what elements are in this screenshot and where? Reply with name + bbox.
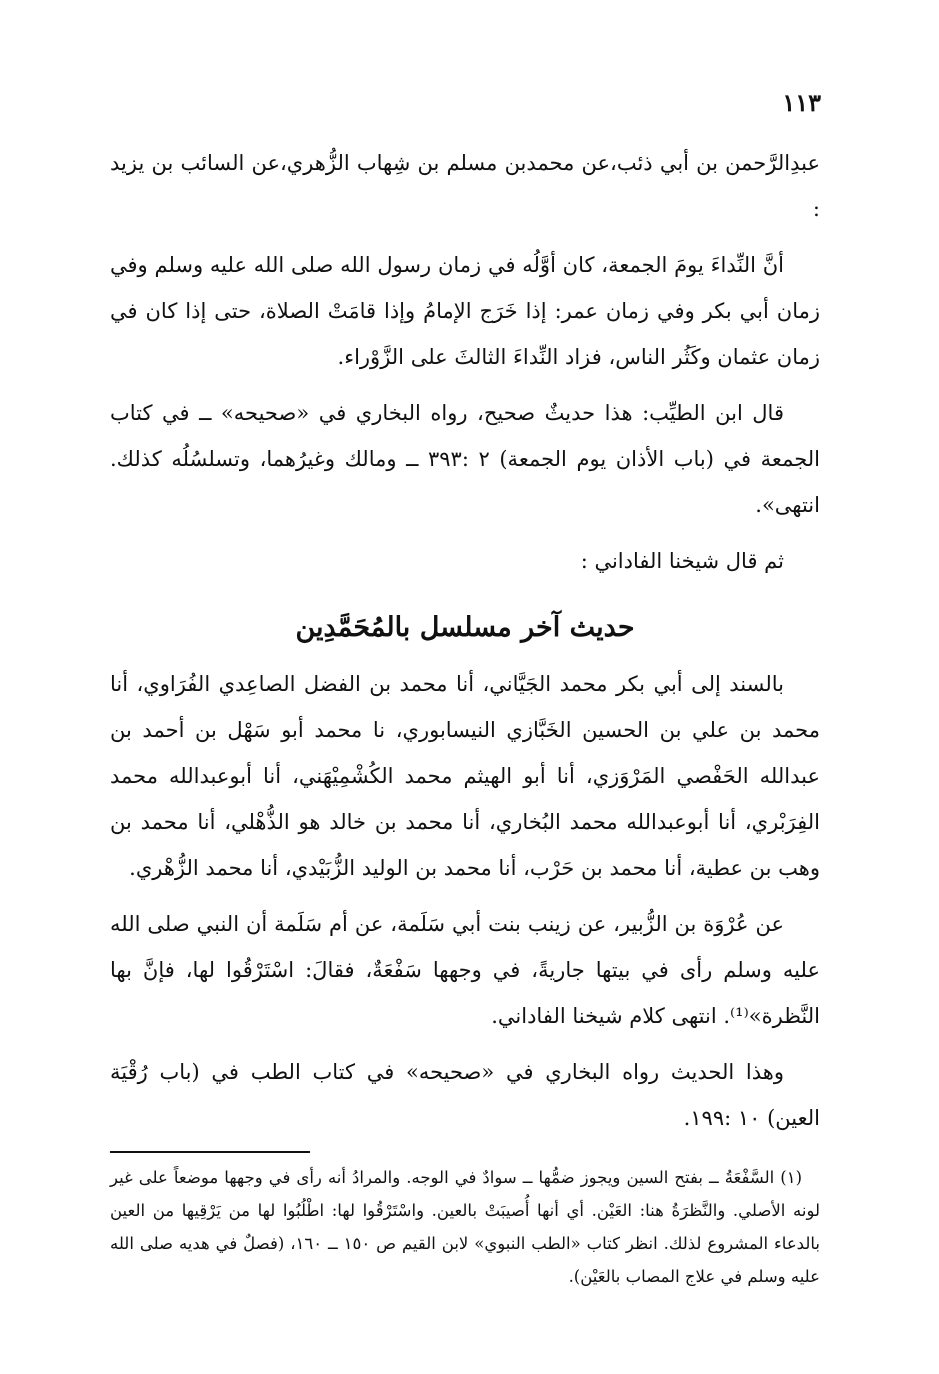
paragraph: ثم قال شيخنا الفاداني :: [580, 549, 784, 573]
paragraph: قال ابن الطيِّب: هذا حديثٌ صحيح، رواه البخاري في «صحيحه» ــ في كتاب الجمعة في (باب الأذان يوم الجمعة) ٢ :٣٩٣ ــ ومالك وغيرُهما، وتسلسُلُه كذلك. انتهى».: [110, 401, 820, 517]
footnote: (١) السَّفْعَةُ ــ بفتح السين ويجوز ضمُّها ــ سوادٌ في الوجه. والمرادُ أنه رأى في وجهها موضعاً على غير لونه الأصلي. والنَّظرَةُ هنا: العَيْن. أي أنها أُصيبَتْ بالعين. واسْتَرْقُوا لها: اطْلُبُوا لها من يَرْقِيها من العين بالدعاء المشروع لذلك. انظر كتاب «الطب النبوي» لابن القيم ص ١٥٠ ــ ١٦٠، (فصلٌ في هديه صلى الله عليه وسلم في علاج المصاب بالعَيْن).: [110, 1168, 820, 1286]
paragraph: عن عُرْوَة بن الزُّبير، عن زينب بنت أبي سَلَمة، عن أم سَلَمة أن النبي صلى الله عليه وسلم رأى في بيتها جاريةً، في وجهها سَفْعَةٌ، فقالَ: اسْتَرْقُوا لها، فإنَّ بها النَّظرة»⁽¹⁾. انتهى كلام شيخنا الفاداني.: [110, 912, 820, 1028]
footnotes: [110, 1161, 820, 1293]
paragraph: عبدِالرَّحمن بن أبي ذئب،عن محمدبن مسلم بن شِهاب الزُّهري،عن السائب بن يزيد :: [110, 151, 820, 221]
main-text: [110, 140, 820, 584]
paragraph: بالسند إلى أبي بكر محمد الجَيَّاني، أنا محمد بن الفضل الصاعِدي الفُرَاوي، أنا محمد بن علي بن الحسين الخَبَّازي النيسابوري، نا محمد أبو سَهْل بن أحمد بن عبدالله الحَفْصي المَرْوَزي، أنا أبو الهيثم محمد الكُشْمِيْهَني، أنا أبوعبدالله محمد الفِرَبْري، أنا أبوعبدالله محمد البُخاري، أنا محمد بن خالد هو الذُّهْلي، أنا محمد بن وهب بن عطية، أنا محمد بن حَرْب، أنا محمد بن الوليد الزُّبَيْدي، أنا محمد الزُّهْري.: [110, 672, 820, 880]
page-body: [110, 140, 820, 1293]
footnote-divider: [110, 1151, 310, 1153]
paragraph: أنَّ النِّداءَ يومَ الجمعة، كان أوَّلُه في زمان رسول الله صلى الله عليه وسلم وفي زمان أبي بكر وفي زمان عمر: إذا خَرَج الإمامُ وإذا قامَتْ الصلاة، حتى إذا كان في زمان عثمان وكَثُر الناس، فزاد النِّداءَ الثالثَ على الزَّوْراء.: [110, 253, 820, 369]
section-heading: حديث آخر مسلسل بالمُحَمَّدِين: [295, 612, 635, 643]
main-text-2: [110, 661, 820, 1141]
page-number: ١١٣: [782, 88, 821, 117]
paragraph: وهذا الحديث رواه البخاري في «صحيحه» في كتاب الطب في (باب رُقْيَة العين) ١٠ :١٩٩.: [110, 1060, 820, 1130]
